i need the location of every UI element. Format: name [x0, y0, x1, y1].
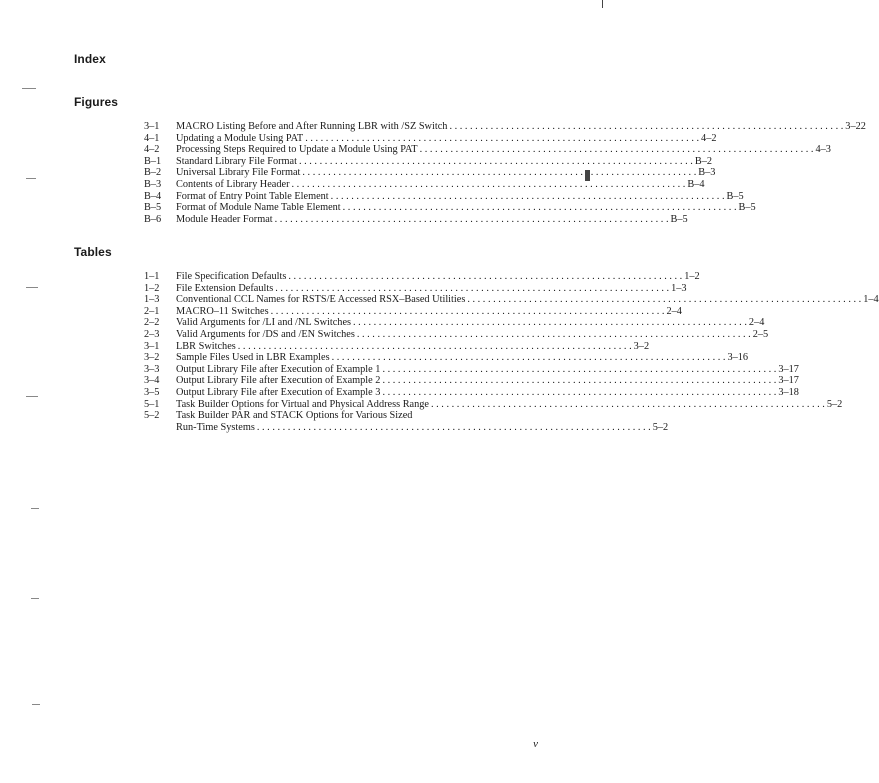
dot-leader [418, 144, 816, 156]
entry-page: B–5 [670, 213, 688, 225]
entry-number: 2–3 [144, 328, 160, 340]
dot-leader [429, 399, 827, 411]
entry-page: 5–2 [826, 398, 843, 410]
entry-title: Contents of Library Header [176, 178, 290, 190]
entry-page: 4–3 [815, 144, 831, 156]
entry-number: 5–1 [144, 398, 160, 410]
table-entry-continuation[interactable] [144, 421, 669, 434]
figure-entry[interactable] [144, 121, 866, 133]
entry-number: 2–2 [144, 317, 160, 329]
entry-title: MACRO Listing Before and After Running LBR with /SZ Switch [176, 121, 448, 132]
entry-number: 1–2 [144, 282, 160, 294]
dot-leader [355, 329, 753, 341]
page-number: v [533, 738, 538, 750]
dot-leader [286, 271, 684, 283]
scan-mark [602, 0, 603, 8]
entry-number: B–4 [144, 190, 162, 202]
figure-entry[interactable] [144, 167, 716, 179]
dot-leader [330, 352, 728, 364]
margin-tick [26, 396, 38, 397]
table-entry[interactable] [144, 305, 682, 318]
entry-number: B–1 [144, 155, 162, 167]
figures-list [144, 121, 866, 225]
entry-page: 3–22 [845, 121, 866, 132]
entry-page: B–2 [694, 155, 712, 167]
entry-number: 3–3 [144, 363, 160, 375]
dot-leader [290, 179, 688, 191]
figure-entry[interactable] [144, 213, 688, 226]
dot-leader [255, 422, 653, 434]
entry-page: 1–2 [684, 271, 700, 282]
entry-title: Output Library File after Execution of Example 1 [176, 363, 381, 375]
table-entry[interactable] [144, 282, 687, 295]
entry-page: 1–3 [671, 282, 687, 294]
entry-page: 2–4 [666, 305, 682, 317]
entry-number: B–5 [144, 202, 162, 214]
entry-title: Task Builder PAR and STACK Options for Various Sized [176, 410, 413, 422]
margin-tick [26, 178, 36, 179]
entry-number: 4–1 [144, 132, 160, 144]
entry-number: B–2 [144, 167, 162, 179]
entry-page: 2–5 [752, 328, 769, 340]
dot-leader [380, 387, 778, 399]
entry-number: 3–1 [144, 340, 160, 352]
table-entry[interactable] [144, 317, 765, 329]
entry-page: 5–2 [652, 421, 669, 433]
entry-number: 3–1 [144, 121, 160, 132]
entry-title: Updating a Module Using PAT [176, 132, 304, 144]
figure-entry[interactable] [144, 144, 831, 156]
entry-title: Valid Arguments for /DS and /EN Switches [176, 328, 355, 340]
dot-leader [269, 306, 667, 318]
entry-page: 2–4 [748, 317, 765, 329]
margin-tick [32, 704, 40, 705]
entry-number: 2–1 [144, 305, 160, 317]
dot-leader [380, 375, 778, 387]
dot-leader [300, 167, 698, 179]
table-entry[interactable] [144, 410, 532, 422]
entry-title: MACRO–11 Switches [176, 305, 269, 317]
entry-title: Processing Steps Required to Update a Module Using PAT [176, 144, 418, 156]
dot-leader [465, 294, 863, 306]
entry-number: 1–1 [144, 271, 160, 282]
entry-title: Output Library File after Execution of Example 2 [176, 375, 381, 387]
entry-number: 3–4 [144, 375, 160, 387]
entry-title: Format of Module Name Table Element [176, 202, 341, 214]
figure-entry[interactable] [144, 202, 756, 214]
entry-page: B–3 [698, 167, 716, 179]
margin-tick [31, 508, 39, 509]
entry-page: B–5 [738, 202, 756, 214]
table-entry[interactable] [144, 386, 799, 399]
dot-leader [303, 133, 701, 145]
table-entry[interactable] [144, 398, 843, 411]
scan-mark [585, 170, 590, 181]
entry-page: B–5 [726, 190, 744, 202]
figure-entry[interactable] [144, 190, 744, 203]
entry-page: 3–2 [633, 340, 650, 352]
dot-leader [273, 283, 671, 295]
entry-title: Sample Files Used in LBR Examples [176, 352, 330, 364]
entry-page: 3–18 [778, 386, 799, 398]
entry-title: Format of Entry Point Table Element [176, 190, 329, 202]
table-entry[interactable] [144, 375, 799, 387]
table-entry[interactable] [144, 328, 769, 341]
entry-title: Conventional CCL Names for RSTS/E Accessed RSX–Based Utilities [176, 294, 466, 306]
entry-title: Universal Library File Format [176, 167, 301, 179]
entry-title: Standard Library File Format [176, 155, 297, 167]
figure-entry[interactable] [144, 178, 705, 191]
dot-leader [273, 214, 671, 226]
entry-page: 1–4 [863, 294, 879, 306]
table-entry[interactable] [144, 352, 749, 364]
figure-entry[interactable] [144, 132, 717, 145]
entry-title: File Specification Defaults [176, 271, 287, 282]
entry-number: 3–5 [144, 386, 160, 398]
entry-title-continuation: Run-Time Systems [176, 421, 255, 433]
entry-page: 3–16 [727, 352, 749, 364]
entry-title: Output Library File after Execution of Example 3 [176, 386, 381, 398]
margin-tick [26, 287, 38, 288]
entry-page: B–4 [687, 178, 705, 190]
entry-number: B–3 [144, 178, 162, 190]
entry-page: 3–17 [778, 375, 799, 387]
entry-page: 3–17 [778, 363, 799, 375]
entry-number: 3–2 [144, 352, 160, 364]
dot-leader [341, 202, 739, 214]
table-entry[interactable] [144, 340, 650, 353]
table-entry[interactable] [144, 363, 799, 376]
entry-title: Task Builder Options for Virtual and Physical Address Range [176, 398, 429, 410]
table-entry[interactable] [144, 271, 700, 283]
entry-title: Valid Arguments for /LI and /NL Switches [176, 317, 352, 329]
entry-title: File Extension Defaults [176, 282, 274, 294]
margin-tick [22, 88, 36, 89]
entry-page: 4–2 [701, 132, 717, 144]
entry-number: 5–2 [144, 410, 160, 422]
dot-leader [447, 121, 845, 133]
margin-tick [31, 598, 39, 599]
table-entry[interactable] [144, 294, 879, 306]
tables-heading: Tables [74, 245, 112, 259]
entry-title: Module Header Format [176, 213, 273, 225]
index-heading: Index [74, 52, 106, 66]
dot-leader [351, 317, 749, 329]
dot-leader [236, 341, 634, 353]
entry-number: 1–3 [144, 294, 160, 306]
tables-list [144, 271, 879, 433]
dot-leader [297, 156, 695, 168]
dot-leader [329, 191, 727, 203]
figures-heading: Figures [74, 95, 119, 109]
entry-number: 4–2 [144, 144, 160, 156]
dot-leader [380, 364, 778, 376]
figure-entry[interactable] [144, 155, 712, 168]
entry-title: LBR Switches [176, 340, 236, 352]
entry-number: B–6 [144, 213, 162, 225]
